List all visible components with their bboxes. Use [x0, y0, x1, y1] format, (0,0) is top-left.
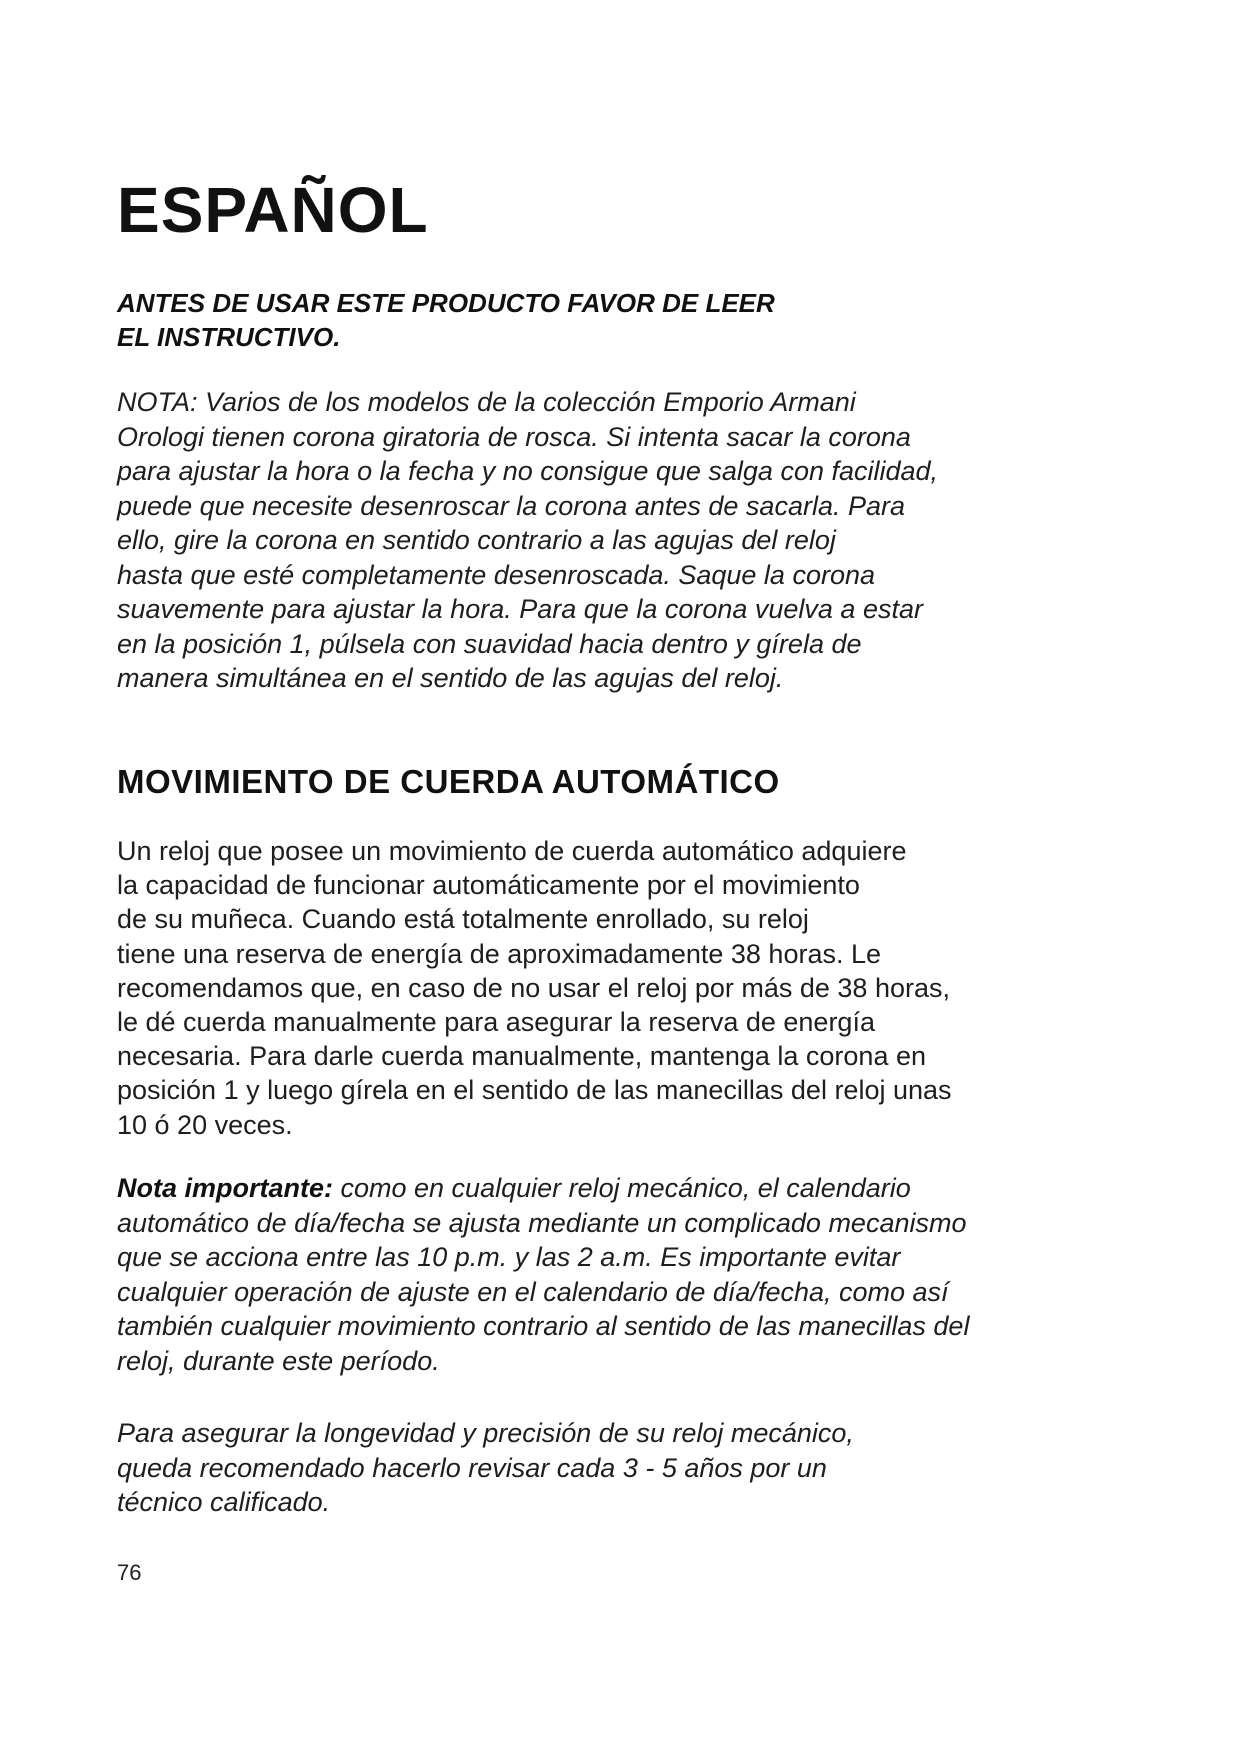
important-label: Nota importante:	[117, 1173, 333, 1203]
body-line: le dé cuerda manualmente para asegurar la reserva de energía	[117, 1007, 875, 1038]
body-line: recomendamos que, en caso de no usar el reloj por más de 38 horas,	[117, 972, 950, 1003]
important-line: automático de día/fecha se ajusta mediante un complicado mecanismo	[117, 1207, 967, 1238]
important-first-line	[117, 1171, 1197, 1206]
body-line: Un reloj que posee un movimiento de cuerda automático adquiere	[117, 836, 907, 866]
page-number: 76	[117, 1560, 142, 1585]
body-line: de su muñeca. Cuando está totalmente enrollado, su reloj	[117, 904, 809, 935]
body-line: la capacidad de funcionar automáticamente por el movimiento	[117, 870, 860, 901]
page-title: ESPAÑOL	[117, 174, 429, 246]
note-line: Orologi tienen corona giratoria de rosca. Si intenta sacar la corona	[117, 421, 911, 452]
important-line: cualquier operación de ajuste en el calendario de día/fecha, como así	[117, 1276, 949, 1307]
body-line: 10 ó 20 veces.	[117, 1109, 293, 1140]
note-line: manera simultánea en el sentido de las agujas del reloj.	[117, 663, 784, 693]
read-instructions-warning	[117, 286, 1117, 354]
body-line: tiene una reserva de energía de aproximadamente 38 horas. Le	[117, 938, 882, 969]
important-line: reloj, durante este período.	[117, 1345, 440, 1376]
service-line: Para asegurar la longevidad y precisión de su reloj mecánico,	[117, 1418, 854, 1448]
screw-crown-note	[117, 385, 1167, 696]
note-line: suavemente para ajustar la hora. Para que la corona vuelva a estar	[117, 594, 923, 624]
note-line: NOTA: Varios de los modelos de la colección Emporio Armani	[117, 387, 856, 417]
warning-line: EL INSTRUCTIVO.	[117, 322, 341, 352]
important-line: también cualquier movimiento contrario al sentido de las manecillas del	[117, 1311, 970, 1341]
service-line: queda recomendado hacerlo revisar cada 3 - 5 años por un	[117, 1452, 827, 1483]
important-note	[117, 1171, 1197, 1378]
service-line: técnico calificado.	[117, 1487, 331, 1517]
note-line: en la posición 1, púlsela con suavidad hacia dentro y gírela de	[117, 628, 862, 659]
automatic-movement-paragraph	[117, 834, 1177, 1142]
body-line: necesaria. Para darle cuerda manualmente, mantenga la corona en	[117, 1041, 926, 1072]
note-line: para ajustar la hora o la fecha y no consigue que salga con facilidad,	[117, 456, 939, 486]
note-line: ello, gire la corona en sentido contrario a las agujas del reloj	[117, 525, 836, 555]
warning-line: ANTES DE USAR ESTE PRODUCTO FAVOR DE LEER	[117, 288, 775, 318]
note-line: puede que necesite desenroscar la corona antes de sacarla. Para	[117, 490, 906, 521]
body-line: posición 1 y luego gírela en el sentido de las manecillas del reloj unas	[117, 1075, 952, 1106]
service-recommendation	[117, 1416, 1117, 1520]
important-first-line-text: como en cualquier reloj mecánico, el calendario	[333, 1173, 911, 1203]
note-line: hasta que esté completamente desenroscada. Saque la corona	[117, 559, 876, 590]
section-heading: MOVIMIENTO DE CUERDA AUTOMÁTICO	[117, 763, 780, 800]
important-line: que se acciona entre las 10 p.m. y las 2 a.m. Es importante evitar	[117, 1242, 901, 1272]
